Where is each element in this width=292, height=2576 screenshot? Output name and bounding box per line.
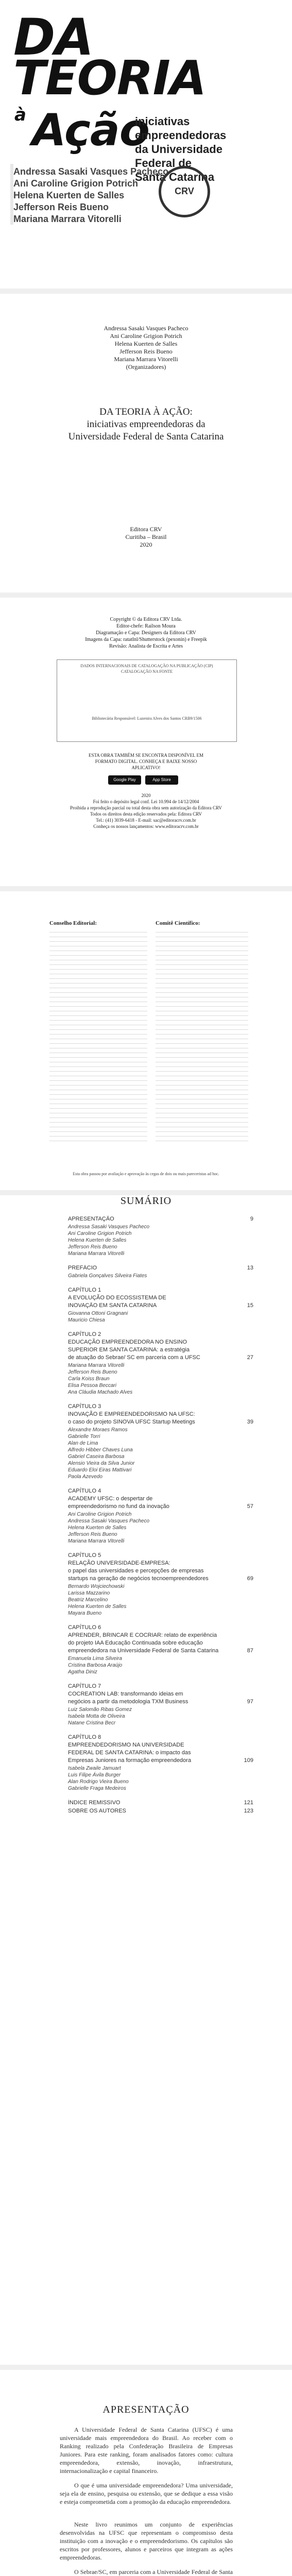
toc-entry[interactable]	[68, 1302, 253, 1309]
board-note: Esta obra passou por avaliação e aprovação às cegas de dois ou mais pareceristas ad hoc.	[73, 1172, 219, 1176]
board-col1-list	[49, 929, 147, 1142]
toc-entry[interactable]	[68, 1800, 253, 1806]
toc-author: Mariana Marrara Vitorelli	[68, 1251, 125, 1257]
toc-heading[interactable]: COCREATION LAB: transformando ideias em	[68, 1691, 183, 1697]
app-store-badge[interactable]: App Store	[145, 775, 178, 785]
toc-entry-page: 39	[247, 1419, 253, 1425]
toc-heading[interactable]: A EVOLUÇÃO DO ECOSSISTEMA DE	[68, 1295, 166, 1301]
toc-title: SUMÁRIO	[120, 1195, 172, 1207]
title-page-subtitle: iniciativas empreendedoras da	[87, 419, 205, 430]
title-page-author: Ani Caroline Grigion Potrich	[110, 332, 182, 340]
toc-author: Mauricio Chiesa	[68, 1317, 105, 1323]
toc-author: Cristina Barbosa Araújo	[68, 1663, 123, 1668]
toc-entry[interactable]	[68, 1265, 253, 1271]
toc-author: Gabriel Caseira Barbosa	[68, 1454, 125, 1460]
toc-heading[interactable]: EMPREENDEDORISMO NA UNIVERSIDADE	[68, 1742, 184, 1748]
title-page-main-title: DA TEORIA À AÇÃO:	[99, 406, 193, 417]
toc-entry-title: Empresas Juniores na formação empreendedora	[68, 1757, 192, 1764]
cover-subtitle-line: da Universidade	[135, 143, 222, 156]
cip-subtitle: CATALOGAÇÃO NA FONTE	[121, 669, 173, 674]
toc-author: Alan de Lima	[68, 1440, 98, 1446]
cover-author: Andressa Sasaki Vasques Pacheco	[13, 166, 169, 177]
copyright-line: Imagens da Capa: ratatlnl/Shutterstock (pexonin) e Freepik	[85, 637, 207, 642]
copyright-line: Copyright © da Editora CRV Ltda.	[110, 617, 182, 622]
title-page-author: Andressa Sasaki Vasques Pacheco	[104, 325, 188, 332]
toc-entry[interactable]	[68, 1503, 253, 1510]
page-divider	[0, 1190, 292, 1195]
toc-author: Ani Caroline Grigion Potrich	[68, 1231, 132, 1236]
toc-author: Helena Kuerten de Salles	[68, 1238, 127, 1243]
toc-entry-page: 13	[247, 1265, 253, 1271]
presentation-paragraph: O que é uma universidade empreendedora? Uma universidade, seja ela de ensino, pesquisa ou extensão, que se dedique a essa visão e esteja comprometida com a promoção da educação empreendedora.	[60, 2482, 233, 2505]
presentation-page	[0, 2370, 292, 2576]
toc-author: Mariana Marrara Vitorelli	[68, 1363, 125, 1368]
publisher-place: Curitiba – Brasil	[125, 533, 167, 540]
copyright-foot: Todos os direitos desta edição reservados pela: Editora CRV	[90, 811, 202, 817]
toc-author: Jefferson Reis Bueno	[68, 1244, 117, 1250]
copyright-footer	[0, 792, 292, 829]
cover-subtitle-line: Federal de	[135, 157, 192, 170]
toc-entry-page: 97	[247, 1699, 253, 1705]
page-divider	[0, 592, 292, 598]
toc-author: Ana Cláudia Machado Alves	[68, 1389, 133, 1395]
toc-author: Luiz Salomão Ribas Gomez	[68, 1707, 132, 1713]
toc-heading[interactable]: CAPÍTULO 8	[68, 1734, 101, 1740]
toc-author: Emanuela Lima Silveira	[68, 1656, 123, 1662]
copyright-line: Diagramação e Capa: Designers da Editora CRV	[96, 630, 196, 636]
toc-heading[interactable]: do projeto IAA Educação Continuada sobre educação	[68, 1640, 203, 1646]
cover-author: Helena Kuerten de Salles	[13, 190, 125, 200]
copyright-foot: Tel.: (41) 3039-6418 - E-mail: sac@editoracrv.com.br	[96, 818, 196, 823]
toc-author: Carla Koiss Braun	[68, 1376, 110, 1382]
toc-entry-page: 109	[244, 1757, 253, 1764]
toc-author: Mariana Marrara Vitorelli	[68, 1538, 125, 1544]
toc-entry-page: 27	[247, 1354, 253, 1361]
publisher-name: Editora CRV	[130, 526, 162, 533]
toc-author: Giovanna Ottoni Gragnani	[68, 1311, 128, 1316]
toc-heading[interactable]: RELAÇÃO UNIVERSIDADE-EMPRESA:	[68, 1560, 170, 1566]
presentation-paragraph: A Universidade Federal de Santa Catarina (UFSC) é uma universidade mais empreendedora do Brasil. Ao receber com o Ranking realizado pela Confederação Brasileira de Empresas Juniores. Para este ranking, foram analisados fatores como: cultura empreendedora, extensão, inovação, infraestrutura, internacionalização e capital financeiro.	[60, 2426, 233, 2475]
title-page-author: Helena Kuerten de Salles	[114, 340, 178, 347]
cover-title-line3b: Ação	[32, 105, 150, 156]
toc-heading[interactable]: CAPÍTULO 1	[68, 1287, 101, 1293]
toc-author: Helena Kuerten de Salles	[68, 1604, 127, 1609]
cip-title: DADOS INTERNACIONAIS DE CATALOGAÇÃO NA PUBLICAÇÃO (CIP)	[80, 664, 213, 668]
toc-author: Alexandre Moraes Ramos	[68, 1427, 128, 1433]
toc-author: Gabrielle Torri	[68, 1434, 100, 1439]
board-col2-list	[156, 929, 248, 1142]
toc-entry-title: ÍNDICE REMISSIVO	[68, 1800, 121, 1806]
cover-subtitle-line: iniciativas	[135, 115, 190, 128]
cover-subtitle-line: Santa Catarina	[135, 171, 215, 183]
toc-author: Beatriz Marcelino	[68, 1597, 108, 1603]
toc-author: Paola Azevedo	[68, 1474, 102, 1480]
toc-author: Jefferson Reis Bueno	[68, 1532, 117, 1537]
table-of-contents	[0, 1195, 292, 2360]
book-cover	[0, 0, 292, 289]
editorial-board-page	[0, 891, 292, 1190]
toc-author: Agatha Diniz	[68, 1669, 97, 1675]
toc-author: Isabela Motta de Oliveira	[68, 1714, 125, 1719]
toc-entry-title: startups na geração de negócios tecnoempreendedores	[68, 1575, 209, 1582]
toc-entry[interactable]	[68, 1575, 253, 1582]
page-divider	[0, 886, 292, 891]
toc-heading[interactable]: o papel das universidades e percepções de empresas	[68, 1568, 204, 1574]
toc-entry-page: 121	[244, 1800, 253, 1806]
title-page-subtitle: Universidade Federal de Santa Catarina	[68, 431, 224, 442]
toc-author: Helena Kuerten de Salles	[68, 1525, 127, 1531]
toc-entry-title: PREFÁCIO	[68, 1265, 97, 1271]
toc-heading[interactable]: INOVAÇÃO E EMPREENDEDORISMO NA UFSC:	[68, 1411, 195, 1417]
presentation-paragraph: Neste livro reunimos um conjunto de experiências desenvolvidas na UFSC que representam o compromisso desta instituição com a inovação e o empreendedorismo. Os capítulos são escritos por professores, alunos e parceiros que integram as ações empreendedoras.	[60, 2521, 233, 2561]
toc-author: Gabriela Gonçalves Silveira Fiates	[68, 1273, 147, 1279]
toc-entry-title: de atuação do Sebrae/ SC em parceria com a UFSC	[68, 1354, 200, 1361]
toc-heading[interactable]: CAPÍTULO 5	[68, 1552, 101, 1558]
title-page-authors	[0, 325, 292, 371]
toc-author: Alan Rodrigo Vieira Bueno	[68, 1779, 129, 1785]
digital-notice: ESTA OBRA TAMBÉM SE ENCONTRA DISPONÍVEL EM FORMATO DIGITAL. CONHEÇA E BAIXE NOSSO APLICATIVO!	[88, 753, 204, 770]
toc-author: Natane Cristina Becr	[68, 1720, 116, 1726]
publisher-year: 2020	[140, 541, 152, 548]
toc-author: Luis Filipe Ávila Burger	[68, 1772, 121, 1778]
publisher-logo	[159, 166, 210, 217]
cover-title-line3a: à	[14, 105, 26, 125]
presentation-paragraph: O Sebrae/SC, em parceria com a Universidade Federal de Santa	[74, 2568, 233, 2575]
toc-entry[interactable]	[68, 1354, 253, 1361]
toc-heading[interactable]: APRENDER, BRINCAR E COCRIAR: relato de experiência	[68, 1632, 217, 1638]
toc-author: Mayara Bueno	[68, 1611, 102, 1616]
toc-entry-page: 15	[247, 1302, 253, 1309]
toc-author: Gabrielle Fraga Medeiros	[68, 1786, 126, 1791]
toc-author: Alensio Vieira da Silva Junior	[68, 1461, 135, 1466]
toc-entry-title: o caso do projeto SINOVA UFSC Startup Meetings	[68, 1419, 195, 1425]
toc-entry-title: INOVAÇÃO EM SANTA CATARINA	[68, 1302, 157, 1309]
toc-entry-title: empreendedorismo no fund da inovação	[68, 1503, 169, 1510]
toc-author: Andressa Sasaki Vasques Pacheco	[68, 1518, 150, 1524]
toc-heading[interactable]: CAPÍTULO 3	[68, 1403, 101, 1410]
cover-subtitle-line: empreendedoras	[135, 129, 227, 142]
title-page-author: Mariana Marrara Vitorelli	[114, 355, 178, 363]
toc-entry[interactable]	[68, 1216, 253, 1222]
toc-entry-page: 57	[247, 1503, 253, 1510]
copyright-year: 2020	[141, 793, 151, 798]
title-page-publisher	[0, 526, 292, 549]
toc-entry-title: SOBRE OS AUTORES	[68, 1808, 126, 1814]
board-col2-title: Comitê Científico:	[156, 920, 200, 926]
toc-entry[interactable]	[68, 1699, 253, 1705]
toc-author: Bernardo Wojciechowski	[68, 1584, 125, 1589]
toc-entry[interactable]	[68, 1648, 253, 1654]
toc-author: Alfredo Hibber Chaves Luna	[68, 1447, 133, 1453]
copyright-foot: Conheça os nossos lançamentos: www.editoracrv.com.br	[93, 824, 199, 829]
toc-heading[interactable]: EDUCAÇÃO EMPREENDEDORA NO ENSINO	[68, 1339, 187, 1345]
toc-entry-title: empreendedora na Universidade Federal de Santa Catarina	[68, 1648, 219, 1654]
copyright-line: Editor-chefe: Railson Moura	[116, 623, 176, 629]
page-divider	[0, 289, 292, 294]
copyright-page	[0, 598, 292, 886]
copyright-lines	[0, 616, 292, 650]
title-page-title	[0, 406, 292, 443]
cip-box	[57, 659, 237, 742]
toc-entry[interactable]	[68, 1808, 253, 1814]
toc-author: Eduardo Eloi Eiras Mattivari	[68, 1467, 132, 1473]
toc-heading[interactable]: CAPÍTULO 6	[68, 1624, 101, 1631]
toc-entry[interactable]	[68, 1419, 253, 1425]
toc-heading[interactable]: SUPERIOR EM SANTA CATARINA: a estratégia	[68, 1347, 190, 1353]
toc-heading[interactable]: CAPÍTULO 2	[68, 1331, 101, 1337]
cover-author: Ani Caroline Grigion Potrich	[13, 178, 139, 189]
toc-entry-page: 123	[244, 1808, 253, 1814]
page-divider	[0, 2365, 292, 2370]
toc-entry-page: 69	[247, 1575, 253, 1582]
title-page	[0, 294, 292, 592]
title-page-author: Jefferson Reis Bueno	[119, 348, 173, 355]
presentation-title: APRESENTAÇÃO	[102, 2404, 190, 2415]
title-page-author: (Organizadores)	[126, 363, 166, 370]
publisher-logo-text: CRV	[175, 186, 194, 196]
toc-heading[interactable]: FEDERAL DE SANTA CATARINA: o impacto das	[68, 1750, 191, 1756]
cover-title-line1: DA	[13, 8, 94, 67]
copyright-line: Revisão: Analista de Escrita e Artes	[109, 643, 183, 649]
toc-heading[interactable]: ACADEMY UFSC: o despertar de	[68, 1496, 153, 1502]
copyright-foot: Proibida a reprodução parcial ou total desta obra sem autorização da Editora CRV	[70, 805, 222, 810]
toc-entry-page: 9	[250, 1216, 253, 1222]
toc-entry-title: negócios a partir da metodologia TXM Business	[68, 1699, 188, 1705]
toc-author: Jefferson Reis Bueno	[68, 1369, 117, 1375]
cip-body: Bibliotecária Responsável: Luzenira Alves dos Santos CRB9/1506	[92, 716, 202, 721]
toc-author: Isabela Zwaile Jamuart	[68, 1766, 121, 1771]
cover-authors	[13, 166, 168, 225]
cover-author: Mariana Marrara Vitorelli	[13, 214, 122, 224]
cover-author: Jefferson Reis Bueno	[13, 202, 109, 212]
board-col1-title: Conselho Editorial:	[49, 920, 97, 926]
copyright-foot: Foi feito o depósito legal conf. Lei 10.994 de 14/12/2004	[93, 799, 199, 804]
toc-entry[interactable]	[68, 1757, 253, 1764]
toc-author: Ani Caroline Grigion Potrich	[68, 1512, 132, 1517]
toc-heading[interactable]: CAPÍTULO 7	[68, 1683, 101, 1689]
toc-author: Andressa Sasaki Vasques Pacheco	[68, 1224, 150, 1230]
cover-title-line2: TEORIA	[13, 50, 207, 106]
toc-entry-page: 87	[247, 1648, 253, 1654]
toc-entry-title: APRESENTAÇÃO	[68, 1216, 114, 1222]
toc-heading[interactable]: CAPÍTULO 4	[68, 1488, 101, 1494]
toc-author: Larissa Mazzarino	[68, 1590, 110, 1596]
google-play-badge[interactable]: Google Play	[108, 775, 141, 785]
toc-author: Elisa Pessoa Beccari	[68, 1383, 116, 1388]
